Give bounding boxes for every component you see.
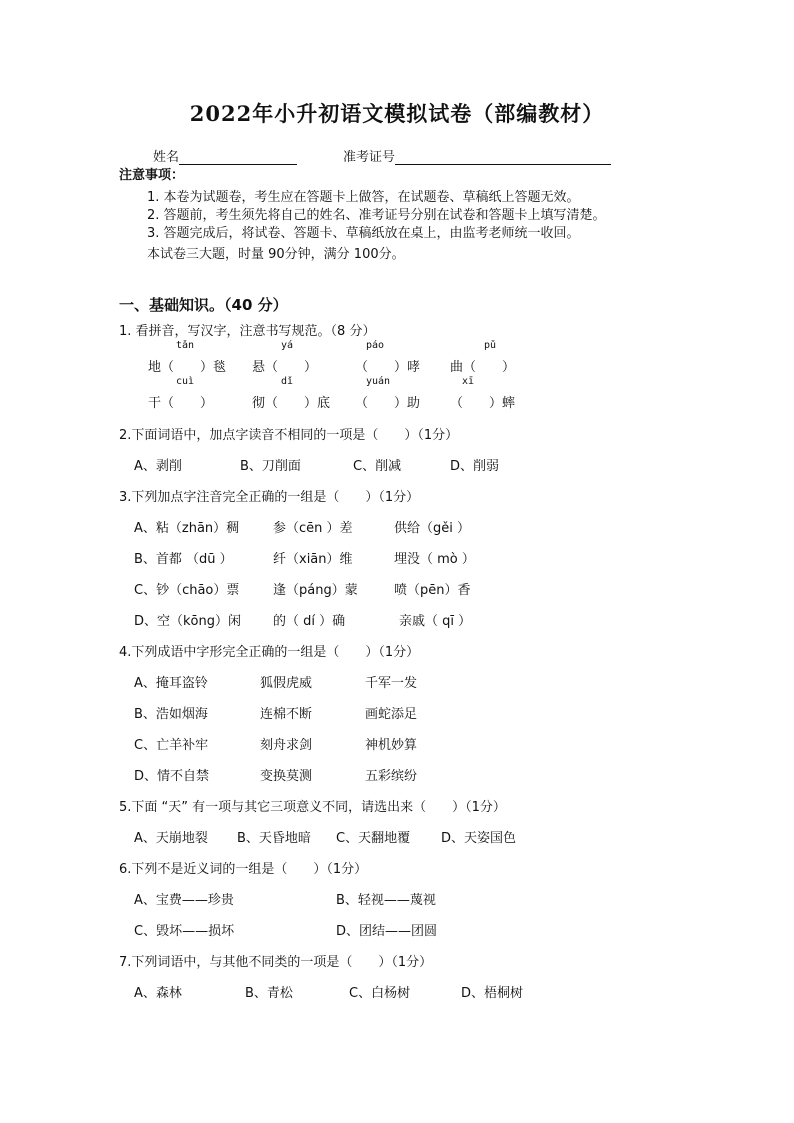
name-blank[interactable] bbox=[179, 150, 297, 165]
option: B、轻视——蔑视 bbox=[336, 893, 436, 908]
option: C、毁坏——损坏 bbox=[134, 924, 235, 939]
option-part: 变换莫测 bbox=[260, 769, 313, 784]
option: B、首都 （dū ） bbox=[134, 552, 233, 567]
notice-summary: 本试卷三大题，时量 90分钟，满分 100分。 bbox=[147, 247, 405, 262]
option: C、天翻地覆 bbox=[336, 831, 411, 846]
option: A、宝费——珍贵 bbox=[134, 893, 234, 908]
notice-item: 3. 答题完成后，将试卷、答题卡、草稿纸放在桌上，由监考老师统一收回。 bbox=[147, 226, 580, 241]
option: C、削减 bbox=[353, 459, 402, 474]
option-part: 刻舟求剑 bbox=[260, 738, 313, 753]
question-prompt: 6.下列不是近义词的一组是（ ）（1分） bbox=[119, 862, 368, 877]
id-label: 准考证号 bbox=[343, 150, 396, 165]
option: D、梧桐树 bbox=[461, 986, 524, 1001]
option-part: 神机妙算 bbox=[365, 738, 418, 753]
option-part: 画蛇添足 bbox=[365, 707, 418, 722]
option: B、天昏地暗 bbox=[237, 831, 311, 846]
option: C、白杨树 bbox=[349, 986, 411, 1001]
notice-item: 1. 本卷为试题卷，考生应在答题卡上做答，在试题卷、草稿纸上答题无效。 bbox=[147, 190, 580, 205]
option-part: 埋没（ mò ） bbox=[394, 552, 475, 567]
notice-heading: 注意事项： bbox=[119, 168, 185, 183]
question-prompt: 7.下列词语中，与其他不同类的一项是（ ）（1分） bbox=[119, 955, 433, 970]
option-part: 狐假虎威 bbox=[260, 676, 313, 691]
option-part: 亲戚（ qī ） bbox=[399, 614, 472, 629]
notice-item: 2. 答题前，考生须先将自己的姓名、准考证号分别在试卷和答题卡上填写清楚。 bbox=[147, 208, 606, 223]
pinyin: tǎn bbox=[176, 340, 195, 351]
option: D、削弱 bbox=[450, 459, 500, 474]
fill-item: 曲（ ） bbox=[450, 360, 516, 375]
question-prompt: 4.下列成语中字形完全正确的一组是（ ）（1分） bbox=[119, 645, 420, 660]
option: D、情不自禁 bbox=[134, 769, 210, 784]
fill-item: 地（ ）毯 bbox=[148, 360, 227, 375]
option: B、浩如烟海 bbox=[134, 707, 208, 722]
option: A、森林 bbox=[134, 986, 182, 1001]
fill-item: 干（ ） bbox=[148, 396, 214, 411]
pinyin: pǔ bbox=[484, 340, 497, 351]
name-label: 姓名 bbox=[153, 150, 180, 165]
pinyin: xī bbox=[462, 376, 475, 387]
section-heading: 一、基础知识。（40 分） bbox=[119, 296, 288, 314]
option-part: 喷（pēn）香 bbox=[394, 583, 471, 598]
fill-item: （ ）助 bbox=[355, 396, 421, 411]
option: D、团结——团圆 bbox=[336, 924, 438, 939]
question-prompt: 1. 看拼音，写汉字，注意书写规范。（8 分） bbox=[119, 324, 376, 339]
option: D、天姿国色 bbox=[441, 831, 517, 846]
option-part: 连棉不断 bbox=[260, 707, 313, 722]
option-part: 纤（xiān）维 bbox=[273, 552, 353, 567]
page-title: 2022年小升初语文模拟试卷（部编教材） bbox=[189, 101, 605, 126]
option: C、亡羊补牢 bbox=[134, 738, 209, 753]
option-part: 供给（gěi ） bbox=[394, 521, 470, 536]
option-part: 的（ dí ）确 bbox=[273, 614, 346, 629]
id-blank[interactable] bbox=[395, 150, 611, 165]
fill-item: 彻（ ）底 bbox=[252, 396, 331, 411]
option: A、粘（zhān）稠 bbox=[134, 521, 240, 536]
option: D、空（kōng）闲 bbox=[134, 614, 241, 629]
fill-item: 悬（ ） bbox=[252, 360, 318, 375]
option: A、天崩地裂 bbox=[134, 831, 208, 846]
option: B、刀削面 bbox=[240, 459, 301, 474]
name-field-row bbox=[153, 146, 297, 165]
id-field-row bbox=[343, 146, 611, 165]
pinyin: cuì bbox=[176, 376, 195, 387]
fill-item: （ ）哮 bbox=[355, 360, 421, 375]
option-part: 千军一发 bbox=[365, 676, 418, 691]
question-prompt: 3.下列加点字注音完全正确的一组是（ ）（1分） bbox=[119, 490, 420, 505]
question-prompt: 2.下面词语中，加点字读音不相同的一项是（ ）（1分） bbox=[119, 428, 459, 443]
option: C、钞（chāo）票 bbox=[134, 583, 240, 598]
option: A、剥削 bbox=[134, 459, 182, 474]
option-part: 逢（páng）蒙 bbox=[273, 583, 358, 598]
option: B、青松 bbox=[245, 986, 293, 1001]
pinyin: dǐ bbox=[281, 376, 294, 387]
option: A、掩耳盗铃 bbox=[134, 676, 208, 691]
fill-item: （ ）蟀 bbox=[450, 396, 516, 411]
question-prompt: 5.下面 “天” 有一项与其它三项意义不同，请选出来（ ）（1分） bbox=[119, 800, 506, 815]
pinyin: yá bbox=[281, 340, 294, 351]
option-part: 参（cēn ）差 bbox=[273, 521, 353, 536]
pinyin: yuán bbox=[366, 376, 391, 387]
pinyin: páo bbox=[366, 340, 385, 351]
option-part: 五彩缤纷 bbox=[365, 769, 418, 784]
